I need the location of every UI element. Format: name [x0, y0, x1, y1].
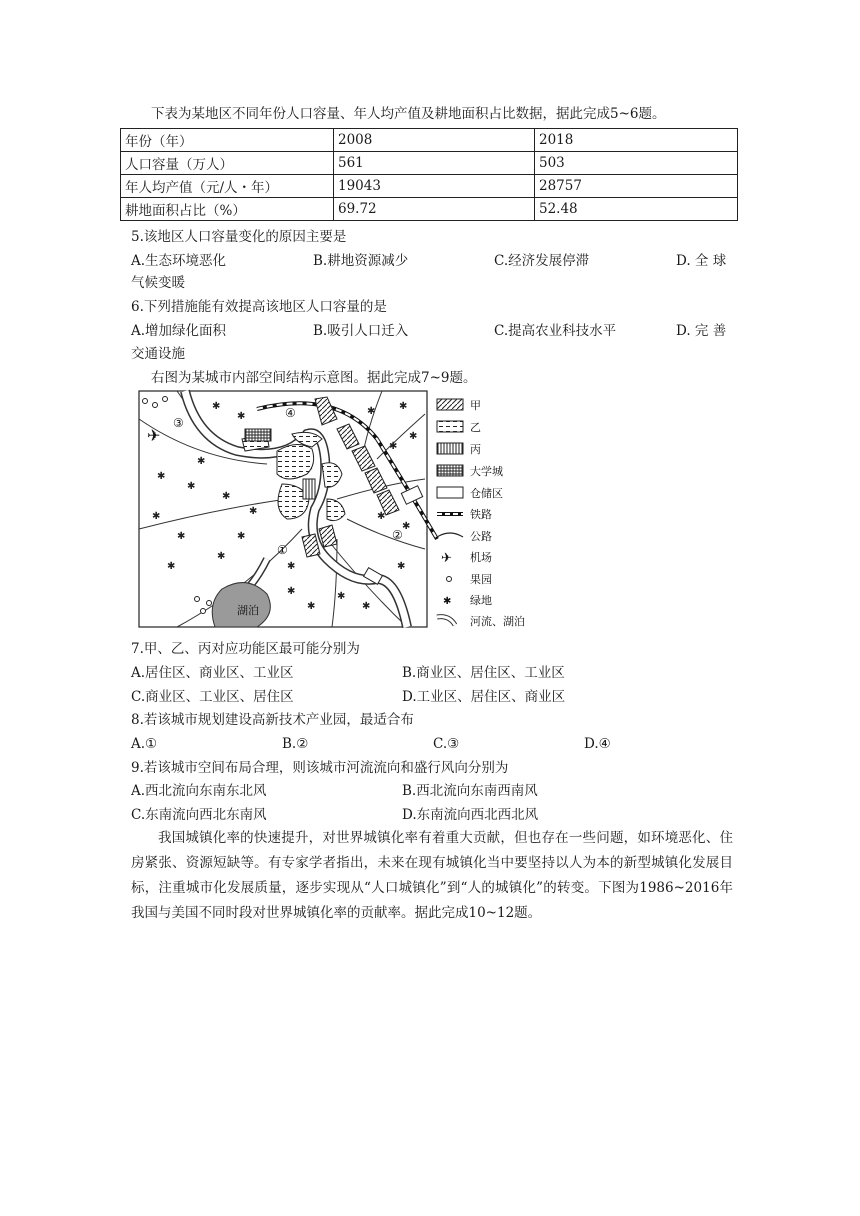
passage-q10-12: 我国城镇化率的快速提升，对世界城镇化率有着重大贡献，但也存在一些问题，如环境恶化、住房紧张、资源短缺等。有专家学者指出，未来在现有城镇化当中要坚持以人为本的新型城镇化发展目标，注重城市化发展质量，逐步实现从“人口城镇化”到“人的城镇化”的转变。下图为1986~2016年我国与美国不同时段对世界城镇化率的贡献率。据此完成10~12题。	[131, 830, 733, 921]
svg-text:✱: ✱	[197, 456, 206, 467]
q8-option-b: B.②	[282, 736, 309, 752]
q9-option-a: A.西北流向东南东北风	[131, 783, 267, 799]
legend-jia: 甲	[470, 399, 481, 412]
legend-yi: 乙	[470, 421, 481, 434]
q7-option-d: D.工业区、居住区、商业区	[402, 689, 566, 705]
q8-option-c: C.③	[433, 736, 460, 752]
lake-label: 湖泊	[237, 604, 259, 617]
q5-option-c: C.经济发展停滞	[494, 253, 590, 269]
legend-orchard: 果园	[470, 573, 492, 586]
q5-option-a: A.生态环境恶化	[131, 253, 227, 269]
q7-option-b: B.商业区、居住区、工业区	[402, 665, 565, 681]
map-legend	[437, 399, 525, 628]
svg-text:①: ①	[277, 543, 288, 557]
data-table	[120, 128, 738, 221]
svg-text:✱: ✱	[177, 531, 186, 542]
q5-option-b: B.耕地资源减少	[313, 253, 409, 269]
svg-text:✱: ✱	[157, 471, 166, 482]
svg-text:✱: ✱	[409, 431, 418, 442]
svg-text:✱: ✱	[377, 511, 386, 522]
legend-warehouse: 仓储区	[470, 487, 503, 500]
q6-stem: 6.下列措施能有效提高该地区人口容量的是	[131, 299, 387, 315]
intro-q5-6: 下表为某地区不同年份人口容量、年人均产值及耕地面积占比数据，据此完成5~6题。	[151, 106, 666, 122]
legend-greenland-icon: ✱	[443, 596, 452, 607]
legend-railway: 铁路	[470, 508, 492, 521]
svg-text:③: ③	[173, 416, 184, 430]
svg-text:✱: ✱	[249, 506, 258, 517]
svg-text:✱: ✱	[307, 601, 316, 612]
svg-text:✱: ✱	[212, 401, 221, 412]
table-row: 年人均产值（元/人・年） 19043 28757	[121, 175, 738, 198]
svg-text:✱: ✱	[397, 561, 406, 572]
svg-text:✱: ✱	[402, 521, 411, 532]
svg-text:✱: ✱	[152, 511, 161, 522]
svg-text:✱: ✱	[217, 551, 226, 562]
legend-airport-icon: ✈	[441, 551, 452, 566]
svg-text:✱: ✱	[237, 411, 246, 422]
legend-university: 大学城	[470, 465, 503, 478]
svg-text:✱: ✱	[337, 591, 346, 602]
q9-option-c: C.东南流向西北东南风	[131, 807, 267, 823]
q6-option-d: D. 完 善	[676, 323, 727, 339]
q9-option-d: D.东南流向西北西北风	[402, 807, 539, 823]
q8-option-d: D.④	[584, 736, 611, 752]
svg-text:④: ④	[285, 406, 296, 420]
svg-text:②: ②	[392, 528, 403, 542]
q6-option-b: B.吸引人口迁入	[313, 323, 409, 339]
city-structure-map	[137, 389, 557, 629]
airport-icon: ✈	[147, 426, 161, 445]
svg-text:✱: ✱	[362, 601, 371, 612]
svg-text:✱: ✱	[367, 406, 376, 417]
q5-stem: 5.该地区人口容量变化的原因主要是	[131, 229, 347, 245]
legend-orchard-icon	[447, 577, 452, 582]
q5-option-d: D. 全 球	[676, 253, 727, 269]
table-row: 人口容量（万人） 561 503	[121, 152, 738, 175]
q8-stem: 8.若该城市规划建设高新技术产业园，最适合布	[131, 712, 414, 728]
svg-text:✱: ✱	[167, 561, 176, 572]
legend-greenland: 绿地	[470, 594, 492, 607]
svg-text:✱: ✱	[287, 561, 296, 572]
zone-university	[245, 429, 271, 441]
q6-option-d-cont: 交通设施	[131, 346, 185, 362]
svg-text:✱: ✱	[389, 441, 398, 452]
svg-text:✱: ✱	[287, 586, 296, 597]
q6-option-c: C.提高农业科技水平	[494, 323, 617, 339]
q9-option-b: B.西北流向东南西南风	[402, 783, 538, 799]
legend-road: 公路	[470, 530, 492, 543]
intro-q7-9: 右图为某城市内部空间结构示意图。据此完成7~9题。	[151, 370, 477, 386]
svg-text:✱: ✱	[222, 491, 231, 502]
zone-bing	[303, 479, 315, 499]
svg-text:✱: ✱	[237, 531, 246, 542]
q5-option-d-cont: 气候变暖	[131, 275, 185, 291]
table-row: 耕地面积占比（%） 69.72 52.48	[121, 198, 738, 221]
q7-option-c: C.商业区、工业区、居住区	[131, 689, 294, 705]
q8-option-a: A.①	[131, 736, 158, 752]
q6-option-a: A.增加绿化面积	[131, 323, 227, 339]
q7-option-a: A.居住区、商业区、工业区	[131, 665, 294, 681]
legend-river-lake: 河流、湖泊	[470, 615, 525, 628]
legend-bing: 丙	[470, 443, 481, 456]
svg-text:✱: ✱	[399, 401, 408, 412]
legend-airport: 机场	[470, 551, 492, 564]
svg-text:✱: ✱	[187, 481, 196, 492]
table-row: 年份（年） 2008 2018	[121, 129, 738, 152]
q9-stem: 9.若该城市空间布局合理，则该城市河流流向和盛行风向分别为	[131, 760, 509, 776]
q7-stem: 7.甲、乙、丙对应功能区最可能分别为	[131, 641, 360, 657]
